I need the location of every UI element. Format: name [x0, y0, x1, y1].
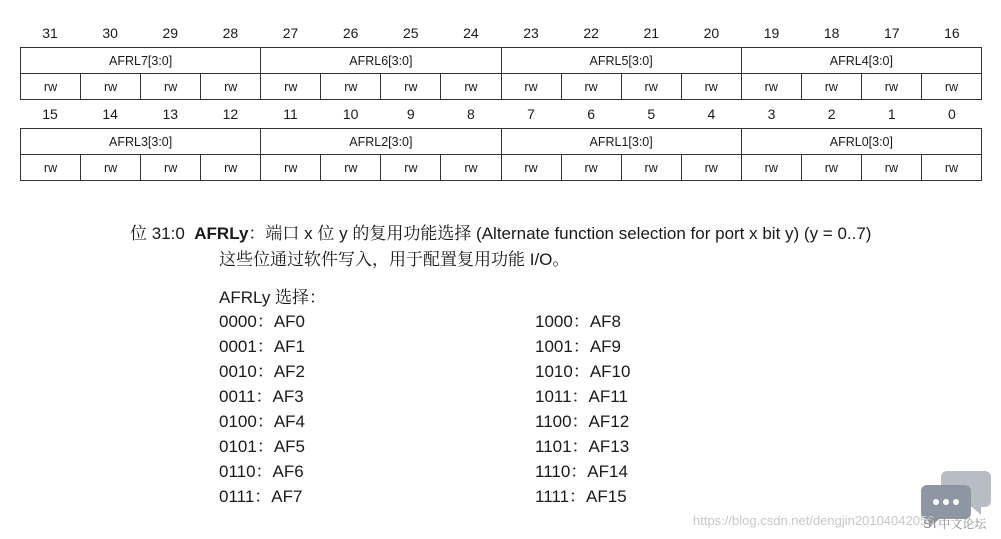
bit-number: 13 — [162, 106, 179, 122]
bit-number: 30 — [102, 25, 118, 41]
bit-numbers-high — [20, 25, 982, 47]
access-type: rw — [81, 155, 141, 181]
access-type: rw — [321, 155, 381, 181]
watermark-label: ST中文论坛 — [923, 517, 987, 531]
afr-value-entry: 1000：AF8 — [535, 312, 621, 331]
bit-number: 9 — [406, 106, 415, 122]
bit-number: 0 — [948, 106, 956, 122]
bit-number: 11 — [283, 106, 298, 122]
access-type: rw — [681, 155, 741, 181]
field-title: 端口 x 位 y 的复用功能选择 (Alternate function selection for port x bit y) (y = 0..7) — [265, 224, 872, 243]
access-type: rw — [501, 74, 561, 100]
bit-numbers-low — [20, 106, 982, 128]
bit-number: 28 — [222, 25, 239, 41]
bit-number: 6 — [587, 106, 596, 122]
register-table-high — [20, 47, 982, 100]
access-type: rw — [201, 155, 261, 181]
select-label: AFRLy 选择： — [219, 288, 327, 307]
bit-number: 21 — [643, 25, 660, 41]
access-type: rw — [741, 74, 801, 100]
afr-value-entry: 1101：AF13 — [535, 437, 630, 456]
afr-value-entry: 1001：AF9 — [535, 337, 621, 356]
bit-number: 27 — [282, 25, 299, 41]
access-type: rw — [81, 74, 141, 100]
afr-value-entry: 0100：AF4 — [219, 412, 305, 431]
bit-number: 18 — [823, 25, 840, 41]
register-field: AFRL0[3:0] — [741, 129, 981, 155]
bit-number: 26 — [342, 25, 359, 41]
afr-value-entry: 1111：AF15 — [535, 487, 627, 506]
access-type: rw — [141, 74, 201, 100]
afr-value-entry: 1110：AF14 — [535, 462, 628, 481]
bit-number: 25 — [403, 25, 419, 41]
access-type: rw — [441, 155, 501, 181]
bit-number: 24 — [463, 25, 479, 41]
afr-value-entry: 0000：AF0 — [219, 312, 305, 331]
bit-number: 15 — [42, 106, 58, 122]
afr-value-entry: 0101：AF5 — [219, 437, 305, 456]
access-type: rw — [621, 155, 681, 181]
access-type: rw — [561, 155, 621, 181]
afr-value-entry: 1100：AF12 — [535, 412, 630, 431]
register-field: AFRL6[3:0] — [261, 48, 501, 74]
afr-value-entry: 0110：AF6 — [219, 462, 304, 481]
access-type: rw — [261, 155, 321, 181]
access-type: rw — [21, 155, 81, 181]
bit-number: 16 — [944, 25, 960, 41]
access-type: rw — [801, 74, 861, 100]
bit-number: 4 — [707, 106, 716, 122]
access-type: rw — [921, 74, 981, 100]
register-field: AFRL7[3:0] — [21, 48, 261, 74]
watermark-url: https://blog.csdn.net/dengjin20104042056 — [693, 513, 935, 528]
bit-number: 7 — [527, 106, 535, 122]
bit-number: 31 — [42, 25, 58, 41]
access-type: rw — [321, 74, 381, 100]
access-type: rw — [501, 155, 561, 181]
access-type: rw — [621, 74, 681, 100]
register-field: AFRL3[3:0] — [21, 129, 261, 155]
bit-number: 20 — [703, 25, 720, 41]
bit-number: 29 — [162, 25, 179, 41]
afr-value-entry: 1011：AF11 — [535, 387, 628, 406]
access-type: rw — [561, 74, 621, 100]
register-table-low — [20, 128, 982, 181]
bit-number: 3 — [767, 106, 776, 122]
access-type: rw — [201, 74, 261, 100]
access-type: rw — [381, 155, 441, 181]
bit-number: 19 — [763, 25, 780, 41]
bit-range: 位 31:0 — [130, 224, 185, 243]
register-field: AFRL4[3:0] — [741, 48, 981, 74]
access-type: rw — [441, 74, 501, 100]
access-type: rw — [21, 74, 81, 100]
register-field: AFRL2[3:0] — [261, 129, 501, 155]
colon: ： — [248, 224, 266, 243]
bit-number: 14 — [102, 106, 118, 122]
bit-number: 22 — [583, 25, 599, 41]
field-description-text: 这些位通过软件写入，用于配置复用功能 I/O。 — [219, 250, 570, 269]
access-type: rw — [861, 74, 921, 100]
afr-value-entry: 0011：AF3 — [219, 387, 304, 406]
access-type: rw — [801, 155, 861, 181]
bit-number: 12 — [222, 106, 239, 122]
afr-value-entry: 0111：AF7 — [219, 487, 303, 506]
field-description-title — [130, 219, 871, 244]
access-type: rw — [141, 155, 201, 181]
access-type: rw — [741, 155, 801, 181]
access-type: rw — [921, 155, 981, 181]
access-type: rw — [381, 74, 441, 100]
access-type: rw — [681, 74, 741, 100]
bit-number: 2 — [827, 106, 836, 122]
bit-number: 23 — [523, 25, 539, 41]
bit-number: 1 — [887, 106, 896, 122]
access-type: rw — [861, 155, 921, 181]
bit-number: 8 — [467, 106, 475, 122]
bit-number: 5 — [647, 106, 656, 122]
bit-number: 10 — [342, 106, 359, 122]
afr-value-entry: 1010：AF10 — [535, 362, 631, 381]
afr-value-entry: 0001：AF1 — [219, 337, 305, 356]
afr-value-entry: 0010：AF2 — [219, 362, 305, 381]
bit-number: 17 — [884, 25, 900, 41]
register-field: AFRL5[3:0] — [501, 48, 741, 74]
register-field: AFRL1[3:0] — [501, 129, 741, 155]
access-type: rw — [261, 74, 321, 100]
field-name: AFRLy — [194, 224, 249, 243]
